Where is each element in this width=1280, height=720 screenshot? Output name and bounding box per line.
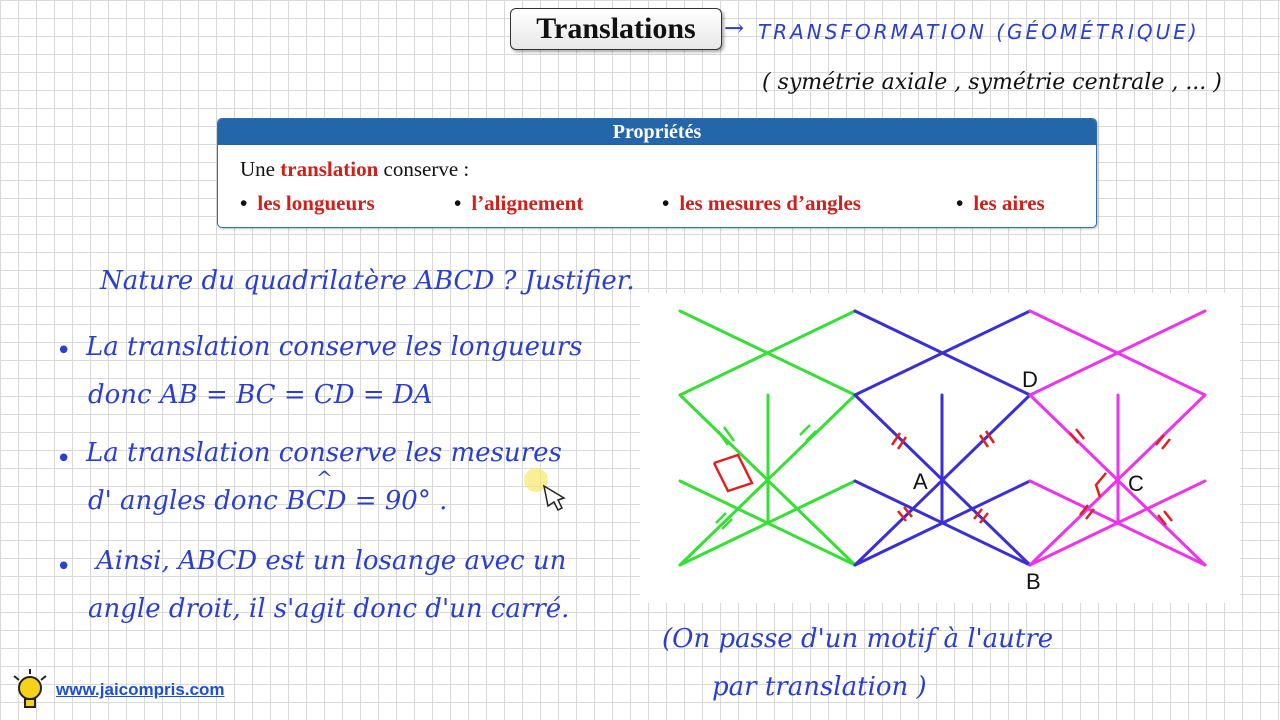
- property-item-lengths: [240, 191, 375, 216]
- point-label-d: D: [1022, 367, 1038, 392]
- point-label-a: A: [913, 469, 928, 494]
- translation-figure: [640, 293, 1240, 603]
- point2-line2: d' angles donc BCD = 90° .: [88, 486, 448, 516]
- property-item-areas: [956, 191, 1045, 216]
- bullet-icon: •: [956, 191, 964, 215]
- property-label: l’alignement: [471, 191, 584, 215]
- point2-line1: La translation conserve les mesures: [86, 438, 562, 468]
- site-link[interactable]: www.jaicompris.com: [56, 680, 225, 699]
- intro-keyword: translation: [280, 157, 379, 181]
- examples-note: ( symétrie axiale , symétrie centrale , ... ): [762, 70, 1222, 95]
- property-item-alignment: [454, 191, 583, 216]
- property-label: les mesures d’angles: [679, 191, 861, 215]
- mouse-pointer-icon: [520, 464, 580, 514]
- page-title: Translations: [510, 8, 722, 50]
- bullet-icon: •: [454, 191, 462, 215]
- bullet-icon: •: [240, 191, 248, 215]
- bullet-icon: •: [56, 552, 72, 582]
- properties-intro: [240, 157, 469, 182]
- property-label: les aires: [973, 191, 1045, 215]
- figure-caption-line1: (On passe d'un motif à l'autre: [662, 624, 1054, 654]
- question-text: Nature du quadrilatère ABCD ? Justifier.: [100, 266, 635, 296]
- transformation-note: TRANSFORMATION (GÉOMÉTRIQUE): [758, 20, 1200, 44]
- point-label-c: C: [1128, 471, 1144, 496]
- bullet-icon: •: [56, 444, 72, 474]
- figure-panel: [640, 293, 1240, 603]
- property-label: les longueurs: [257, 191, 375, 215]
- point3-line2: angle droit, il s'agit donc d'un carré.: [88, 594, 570, 624]
- intro-suffix: conserve :: [378, 157, 470, 181]
- figure-caption-line2: par translation ): [712, 672, 927, 702]
- property-item-angles: [662, 191, 861, 216]
- arrow-icon: →: [724, 14, 745, 42]
- blue-motif: [855, 311, 1030, 565]
- angle-hat-icon: ^: [316, 466, 333, 490]
- magenta-motif: [1030, 311, 1205, 565]
- properties-box: [217, 118, 1097, 228]
- bullet-icon: •: [662, 191, 670, 215]
- green-motif: [680, 311, 855, 565]
- point3-line1: Ainsi, ABCD est un losange avec un: [96, 546, 567, 576]
- point1-line2: donc AB = BC = CD = DA: [88, 380, 433, 410]
- bullet-icon: •: [56, 336, 72, 366]
- intro-prefix: Une: [240, 157, 281, 181]
- point1-line1: La translation conserve les longueurs: [86, 332, 583, 362]
- point-label-b: B: [1026, 569, 1041, 594]
- lightbulb-icon: [10, 668, 50, 712]
- properties-heading: Propriétés: [218, 119, 1096, 145]
